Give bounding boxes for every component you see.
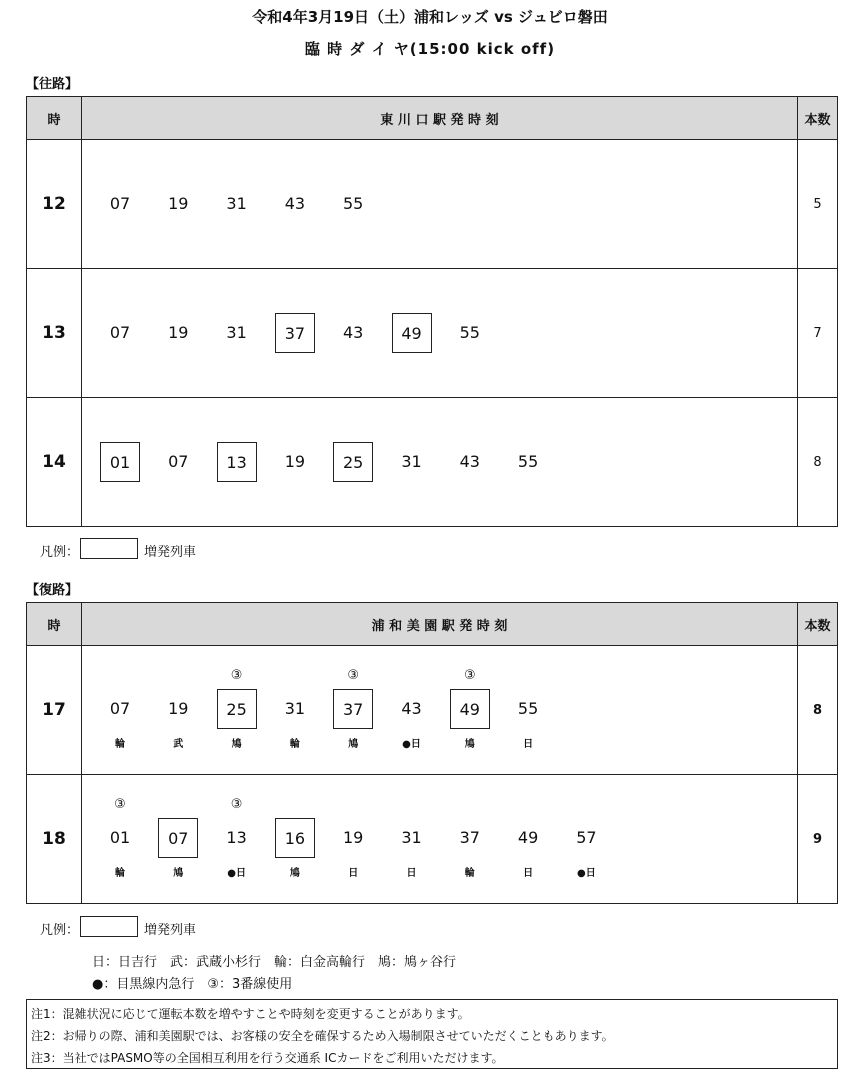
platform-mark: ③ [114, 797, 126, 812]
legend-box-sample [80, 538, 138, 559]
departure-entry [392, 775, 432, 902]
destination-code: ●日 [227, 868, 246, 879]
departure-minute: 43 [343, 323, 364, 342]
departure-entry [275, 269, 315, 396]
timetable-row [27, 775, 838, 904]
departure-entry [217, 269, 257, 396]
destination-code: ●日 [402, 739, 421, 750]
departure-entry [158, 140, 198, 267]
timetable-row [27, 398, 838, 527]
extra-train-minute: 25 [333, 442, 373, 482]
departure-entry [566, 775, 606, 902]
departure-entry [392, 646, 432, 773]
return-section-label: 【復路】 [26, 583, 79, 598]
note-2: 注2：お帰りの際、浦和美園駅では、お客様の安全を確保するため入場制限させていただくこともあります。 [31, 1029, 614, 1043]
hour-cell: 18 [27, 775, 82, 904]
departure-minute: 19 [168, 699, 189, 718]
departure-minute: 13 [226, 828, 247, 847]
legend-text: 増発列車 [144, 545, 197, 560]
times-cell [82, 140, 798, 269]
destination-code: 日 [348, 868, 359, 879]
departure-entry [275, 398, 315, 525]
extra-train-minute: 37 [275, 313, 315, 353]
outbound-count-header: 本数 [798, 97, 838, 140]
destination-code: 輪 [289, 739, 300, 750]
departure-minute: 37 [459, 828, 480, 847]
destination-code: 鳩 [289, 868, 300, 879]
extra-train-minute: 37 [333, 689, 373, 729]
legend-label: 凡例： [40, 923, 80, 938]
departure-entry [333, 140, 373, 267]
departure-minute: 19 [284, 452, 306, 471]
departure-entry [333, 269, 373, 396]
departure-entry [508, 646, 548, 773]
note-3: 注3：当社ではPASMO等の全国相互利用を行う交通系 ICカードをご利用いただけます。 [31, 1051, 504, 1065]
destination-key-line: 日：日吉行 武：武蔵小杉行 輪：白金高輪行 鳩：鳩ヶ谷行 [92, 955, 457, 970]
legend-text: 増発列車 [144, 923, 197, 938]
destination-code: 鳩 [173, 868, 184, 879]
departure-minute: 19 [343, 828, 364, 847]
departure-entry [158, 646, 198, 773]
platform-mark: ③ [230, 797, 243, 812]
extra-train-minute: 13 [217, 442, 257, 482]
departure-minute: 19 [168, 323, 189, 342]
departure-entry [158, 398, 198, 525]
timetable-row [27, 646, 838, 775]
departure-minute: 55 [517, 699, 539, 718]
departure-entry [450, 646, 490, 773]
departure-entry [275, 646, 315, 773]
destination-code: ●日 [577, 868, 596, 879]
extra-train-minute: 16 [275, 818, 315, 858]
departure-entry [508, 775, 548, 902]
departure-minute: 01 [109, 828, 131, 847]
platform-mark: ③ [230, 668, 243, 683]
departure-entry [100, 398, 140, 525]
departure-entry [100, 646, 140, 773]
departure-entry [100, 140, 140, 267]
platform-mark: ③ [347, 668, 360, 683]
train-count-cell: 8 [798, 398, 838, 527]
times-cell [82, 398, 798, 527]
legend-label: 凡例： [40, 545, 80, 560]
departure-entry [508, 398, 548, 525]
departure-minute: 07 [109, 194, 131, 213]
departure-entry [333, 646, 373, 773]
destination-code: 日 [406, 868, 417, 879]
departure-entry [217, 140, 257, 267]
return-count-header: 本数 [798, 603, 838, 646]
times-cell [82, 775, 798, 904]
destination-code: 日 [523, 868, 534, 879]
destination-code: 鳩 [348, 739, 359, 750]
hour-cell: 12 [27, 140, 82, 269]
departure-minute: 43 [401, 699, 422, 718]
return-timetable [26, 602, 838, 904]
timetable-row [27, 269, 838, 398]
page-subtitle: 臨 時 ダ イ ヤ(15:00 kick off) [304, 40, 556, 58]
departure-minute: 43 [284, 194, 306, 213]
departure-entry [217, 398, 257, 525]
train-count-cell: 5 [798, 140, 838, 269]
departure-entry [333, 775, 373, 902]
departure-minute: 19 [168, 194, 189, 213]
extra-train-minute: 49 [450, 689, 490, 729]
departure-entry [158, 775, 198, 902]
departure-entry [100, 269, 140, 396]
departure-entry [450, 398, 490, 525]
departure-minute: 31 [226, 194, 247, 213]
outbound-hour-header: 時 [27, 97, 82, 140]
notes-box [26, 999, 838, 1069]
train-count-cell: 8 [798, 646, 838, 775]
train-count-cell: 7 [798, 269, 838, 398]
destination-code: 鳩 [231, 739, 242, 750]
departure-minute: 31 [226, 323, 247, 342]
extra-train-minute: 25 [217, 689, 257, 729]
destination-code: 輪 [115, 868, 125, 879]
departure-entry [450, 775, 490, 902]
departure-minute: 07 [109, 323, 131, 342]
timetable-row [27, 140, 838, 269]
hour-cell: 14 [27, 398, 82, 527]
extra-train-minute: 01 [100, 442, 140, 482]
departure-minute: 55 [343, 194, 364, 213]
departure-minute: 57 [576, 828, 597, 847]
departure-minute: 55 [517, 452, 539, 471]
destination-code: 日 [523, 739, 534, 750]
destination-code: 輪 [115, 739, 125, 750]
extra-train-minute: 07 [158, 818, 198, 858]
return-station-header: 浦 和 美 園 駅 発 時 刻 [82, 603, 798, 646]
outbound-station-header: 東 川 口 駅 発 時 刻 [82, 97, 798, 140]
destination-code: 鳩 [464, 739, 475, 750]
destination-code: 輪 [464, 868, 475, 879]
departure-minute: 07 [168, 452, 189, 471]
departure-entry [333, 398, 373, 525]
legend-box-sample [80, 916, 138, 937]
departure-minute: 49 [517, 828, 539, 847]
train-count-cell: 9 [798, 775, 838, 904]
platform-mark: ③ [463, 668, 476, 683]
departure-entry [392, 398, 432, 525]
outbound-timetable [26, 96, 838, 527]
return-hour-header: 時 [27, 603, 82, 646]
departure-entry [392, 269, 432, 396]
destination-code: 武 [173, 739, 184, 750]
departure-entry [275, 775, 315, 902]
departure-minute: 07 [109, 699, 131, 718]
note-1: 注1：混雑状況に応じて運転本数を増やすことや時刻を変更することがあります。 [31, 1007, 470, 1021]
departure-minute: 55 [459, 323, 480, 342]
hour-cell: 13 [27, 269, 82, 398]
departure-minute: 31 [401, 452, 422, 471]
departure-minute: 43 [459, 452, 480, 471]
hour-cell: 17 [27, 646, 82, 775]
departure-entry [275, 140, 315, 267]
departure-minute: 31 [284, 699, 306, 718]
departure-entry [158, 269, 198, 396]
departure-entry [217, 775, 257, 902]
departure-entry [450, 269, 490, 396]
departure-minute: 31 [401, 828, 422, 847]
times-cell [82, 646, 798, 775]
symbol-key-line: ●：目黒線内急行 ③：3番線使用 [92, 977, 293, 992]
extra-train-minute: 49 [392, 313, 432, 353]
departure-entry [100, 775, 140, 902]
outbound-section-label: 【往路】 [26, 77, 79, 92]
departure-entry [217, 646, 257, 773]
times-cell [82, 269, 798, 398]
page-title: 令和4年3月19日（土）浦和レッズ vs ジュビロ磐田 [252, 8, 608, 26]
